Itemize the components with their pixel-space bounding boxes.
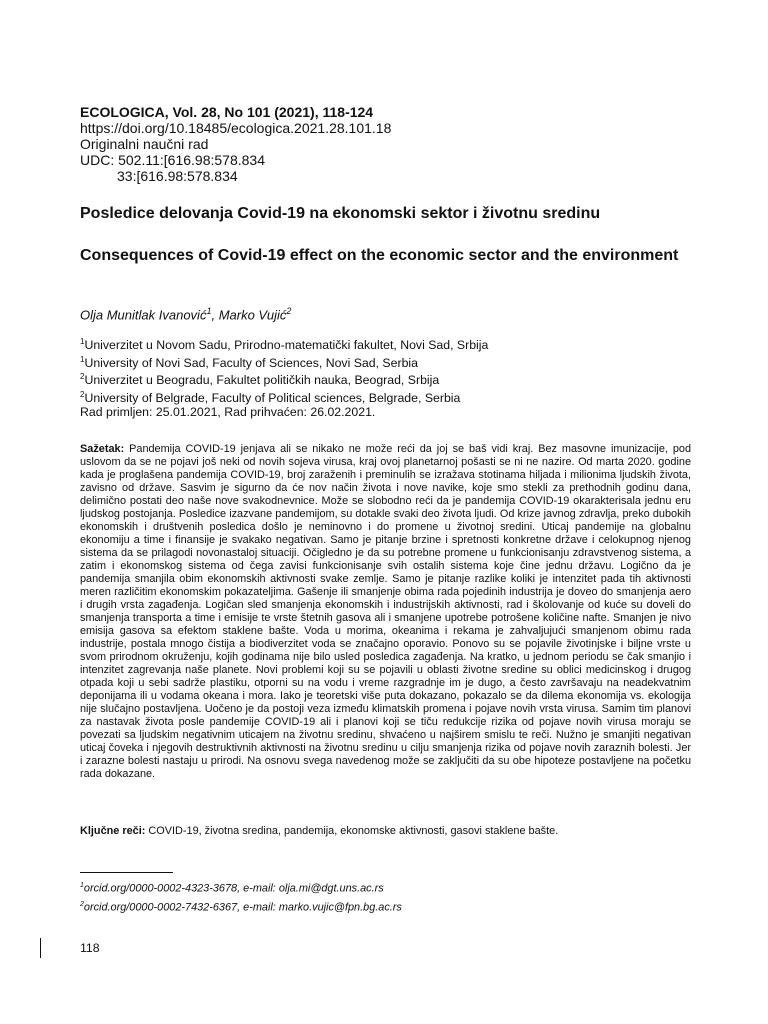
author-sup: 2 [286, 306, 292, 316]
affiliation-text: University of Novi Sad, Faculty of Sciences, Novi Sad, Serbia [84, 355, 418, 370]
affiliation-text: Univerzitet u Novom Sadu, Prirodno-matematički fakultet, Novi Sad, Srbija [84, 338, 489, 353]
affiliation-sup: 2 [80, 372, 85, 382]
received-accepted-dates: Rad primljen: 25.01.2021, Rad prihvaćen: 26.02.2021. [80, 405, 376, 419]
footnote-divider [80, 872, 173, 873]
abstract-label: Sažetak: [80, 443, 125, 455]
affiliation-list [80, 335, 488, 406]
author-name: Olja Munitlak Ivanović [80, 307, 207, 323]
footnote-item [80, 878, 402, 897]
author-list [80, 306, 291, 322]
author-separator: , [211, 307, 219, 323]
abstract [80, 443, 691, 781]
affiliation-item [80, 353, 488, 371]
footnote-text: orcid.org/0000-0002-7432-6367, e-mail: marko.vujic@fpn.bg.ac.rs [83, 901, 402, 914]
article-type: Originalni naučni rad [80, 136, 209, 152]
affiliation-item [80, 388, 488, 406]
keywords-text: COVID-19, životna sredina, pandemija, ekonomske aktivnosti, gasovi staklene bašte. [145, 825, 559, 837]
affiliation-text: Univerzitet u Beogradu, Fakultet političkih nauka, Beograd, Srbija [84, 373, 440, 388]
affiliation-item [80, 335, 488, 353]
affiliation-sup: 1 [80, 337, 85, 346]
margin-bar [40, 938, 41, 958]
article-header [80, 104, 391, 184]
footnote-text: orcid.org/0000-0002-4323-3678, e-mail: olja.mi@dgt.uns.ac.rs [83, 882, 384, 895]
title-serbian: Posledice delovanja Covid-19 na ekonomski sektor i životnu sredinu [80, 205, 601, 222]
udc-code-2: 33:[616.98:578.834 [117, 168, 238, 184]
author-sup: 1 [206, 306, 212, 316]
affiliation-item [80, 370, 488, 388]
abstract-text: Pandemija COVID-19 jenjava ali se nikako ne može reći da joj se baš vidi kraj. Bez masovne imunizacije, pod uslovom da se ne pojavi još neki od novih sojeva virusa, kraj ovoj planetarnoj pošasti se ni ne nazire. Od marta 2020. godine kada je proglašena pandemija COVID-19, broj zaraženih i preminulih se izražava stotinama hiljada i milionima ljudskih života, zavisno od države. Sasvim je sigurno da će nov način života i nove navike, koje smo stekli za prethodnih godinu dana, delimično postati deo naše nove svakodnevnice. Može se slobodno reći da je pandemija COVID-19 okarakterisala jednu eru ljudskog postojanja. Posledice izazvane pandemijom, su dotakle svaki deo života ljudi. Od krize javnog zdravlja, preko dubokih ekonomskih i društvenih posledica došlo je neminovno i do promene u životnoj sredini. Uticaj pandemije na globalnu ekonomiju a time i finansije je svakako negativan. Samo je pitanje brzine i spretnosti konkretne države i celokupnog njenog sistema da se prilagodi novonastaloj situaciji. Očigledno je da su potrebne promene u funkcionisanju zdravstvenog sistema, a zatim i ekonomskog sistema od čega zavisi funkcionisanje svih ostalih sistema koje čine jednu državu. Logično da je pandemija smanjila obim ekonomskih aktivnosti svake zemlje. Samo je pitanje razlike koliki je intenzitet pada tih aktivnosti meren različitim ekonomskim pokazateljima. Gašenje ili smanjenje obima rada pojedinih industrija je doveo do smanjenja aero i drugih vrsta zagađenja. Logičan sled smanjenja ekonomskih i industrijskih aktivnosti, rad i školovanje od kuće su doveli do smanjenja transporta a time i emisije te vrste štetnih gasova ali i smanjene upotrebe potrošene količine nafte. Smanjen je nivo emisija gasova sa efektom staklene bašte. Voda u morima, okeanima i rekama je zahvaljujući smanjenom obimu rada industrije, postala mnogo čistija a biodiverzitet voda se značajno oporavio. Ponovo su se pojavile životinjske i biljne vrste u svom prirodnom okruženju, kojih godinama nije bilo usled posledica zagađenja. Na kratko, u jednom periodu se čak smanjio i intenzitet zagrevanja naše planete. Novi problemi koji su se pojavili u oblasti životne sredine su oblici medicinskog i drugog otpada koji u sebi sadrže plastiku, otporni su na vodu i vreme razgradnje im je dugo, a često završavaju na neadekvatnim deponijama ili u vodama okeana i mora. Iako je teoretski više puta dokazano, pokazalo se da dilema ekonomija vs. ekologija nije slučajno postavljena. Uočeno je da postoji veza između klimatskih promena i pojave novih vrsta virusa. Samim tim planovi za nastavak života posle pandemije COVID-19 ali i planovi koji se tiču redukcije rizika od pojave novih virusa moraju se povezati sa ljudskim negativnim uticajem na životnu sredinu, shvaćeno u najširem smislu te reči. Nužno je smanjiti negativan uticaj čoveka i njegovih destruktivnih aktivnosti na životnu sredinu u cilju smanjenja rizika od pojave novih zaraznih bolesti. Jer i zarazne bolesti nastaju u prirodi. Na osnovu svega navedenog može se zaključiti da su obe hipoteze postavljene na početku rada dokazane. [80, 443, 691, 780]
footnotes [80, 878, 402, 915]
footnote-sup: 2 [80, 900, 84, 908]
journal-citation: ECOLOGICA, Vol. 28, No 101 (2021), 118-124 [80, 104, 374, 120]
doi-link[interactable]: https://doi.org/10.18485/ecologica.2021.28.101.18 [80, 120, 392, 136]
affiliation-text: University of Belgrade, Faculty of Political sciences, Belgrade, Serbia [84, 391, 461, 406]
keywords [80, 825, 691, 838]
footnote-sup: 1 [80, 882, 84, 889]
udc-code-1: UDC: 502.11:[616.98:578.834 [80, 152, 265, 168]
footnote-item [80, 897, 402, 916]
title-english: Consequences of Covid-19 effect on the economic sector and the environment [80, 247, 679, 264]
affiliation-sup: 2 [80, 390, 85, 400]
page-number: 118 [80, 941, 100, 955]
author-name: Marko Vujić [218, 307, 287, 323]
affiliation-sup: 1 [80, 354, 85, 364]
keywords-label: Ključne reči: [80, 825, 146, 837]
